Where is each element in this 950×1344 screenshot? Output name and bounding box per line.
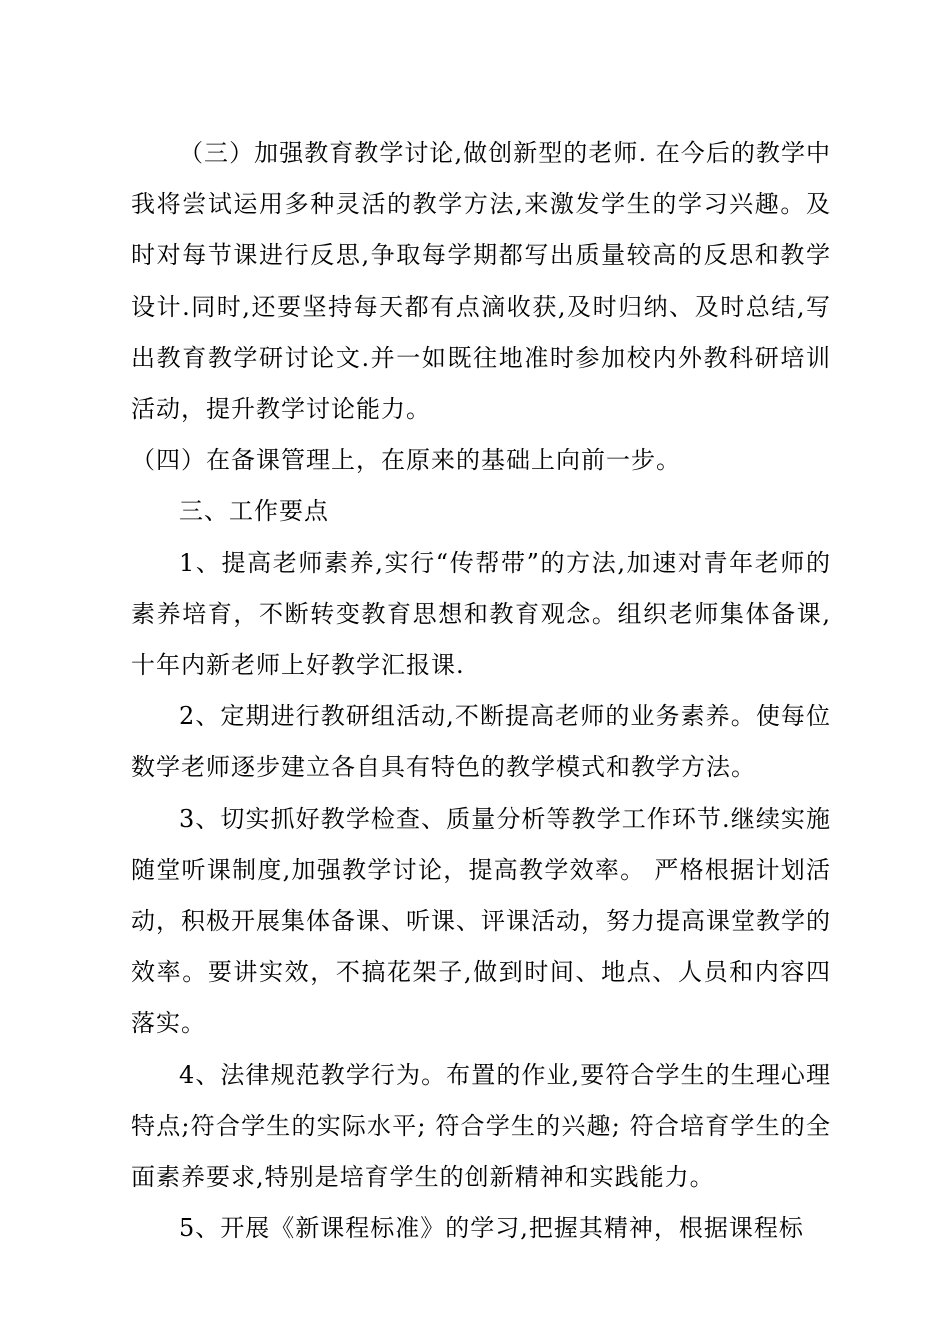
work-point-4: 4、法律规范教学行为。布置的作业,要符合学生的生理心理特点;符合学生的实际水平; 符合学生的兴趣; 符合培育学生的全面素养要求,特别是培育学生的创新精神和实践能力。 xyxy=(131,1060,831,1192)
paragraph-section-4: （四）在备课管理上，在原来的基础上向前一步。 xyxy=(131,446,681,475)
document-body xyxy=(131,128,831,1254)
work-point-2: 2、定期进行教研组活动,不断提高老师的业务素养。使每位数学老师逐步建立各自具有特色的教学模式和教学方法。 xyxy=(131,702,831,782)
paragraph-section-3: （三）加强教育教学讨论,做创新型的老师. 在今后的教学中我将尝试运用多种灵活的教学方法,来激发学生的学习兴趣。及时对每节课进行反思,争取每学期都写出质量较高的反思和教学设计.同时,还要坚持每天都有点滴收获,及时归纳、及时总结,写出教育教学研讨论文.并一如既往地准时参加校内外教科研培训活动，提升教学讨论能力。 xyxy=(131,139,831,424)
section-heading-work-points: 三、工作要点 xyxy=(179,497,329,526)
work-point-5: 5、开展《新课程标准》的学习,把握其精神，根据课程标 xyxy=(179,1214,804,1243)
work-point-1: 1、提高老师素养,实行“传帮带”的方法,加速对青年老师的素养培育，不断转变教育思想和教育观念。组织老师集体备课,十年内新老师上好教学汇报课. xyxy=(131,548,831,680)
work-point-3: 3、切实抓好教学检查、质量分析等教学工作环节.继续实施随堂听课制度,加强教学讨论，提高教学效率。 严格根据计划活动，积极开展集体备课、听课、评课活动，努力提高课堂教学的效率。要讲实效，不搞花架子,做到时间、地点、人员和内容四落实。 xyxy=(131,804,831,1038)
